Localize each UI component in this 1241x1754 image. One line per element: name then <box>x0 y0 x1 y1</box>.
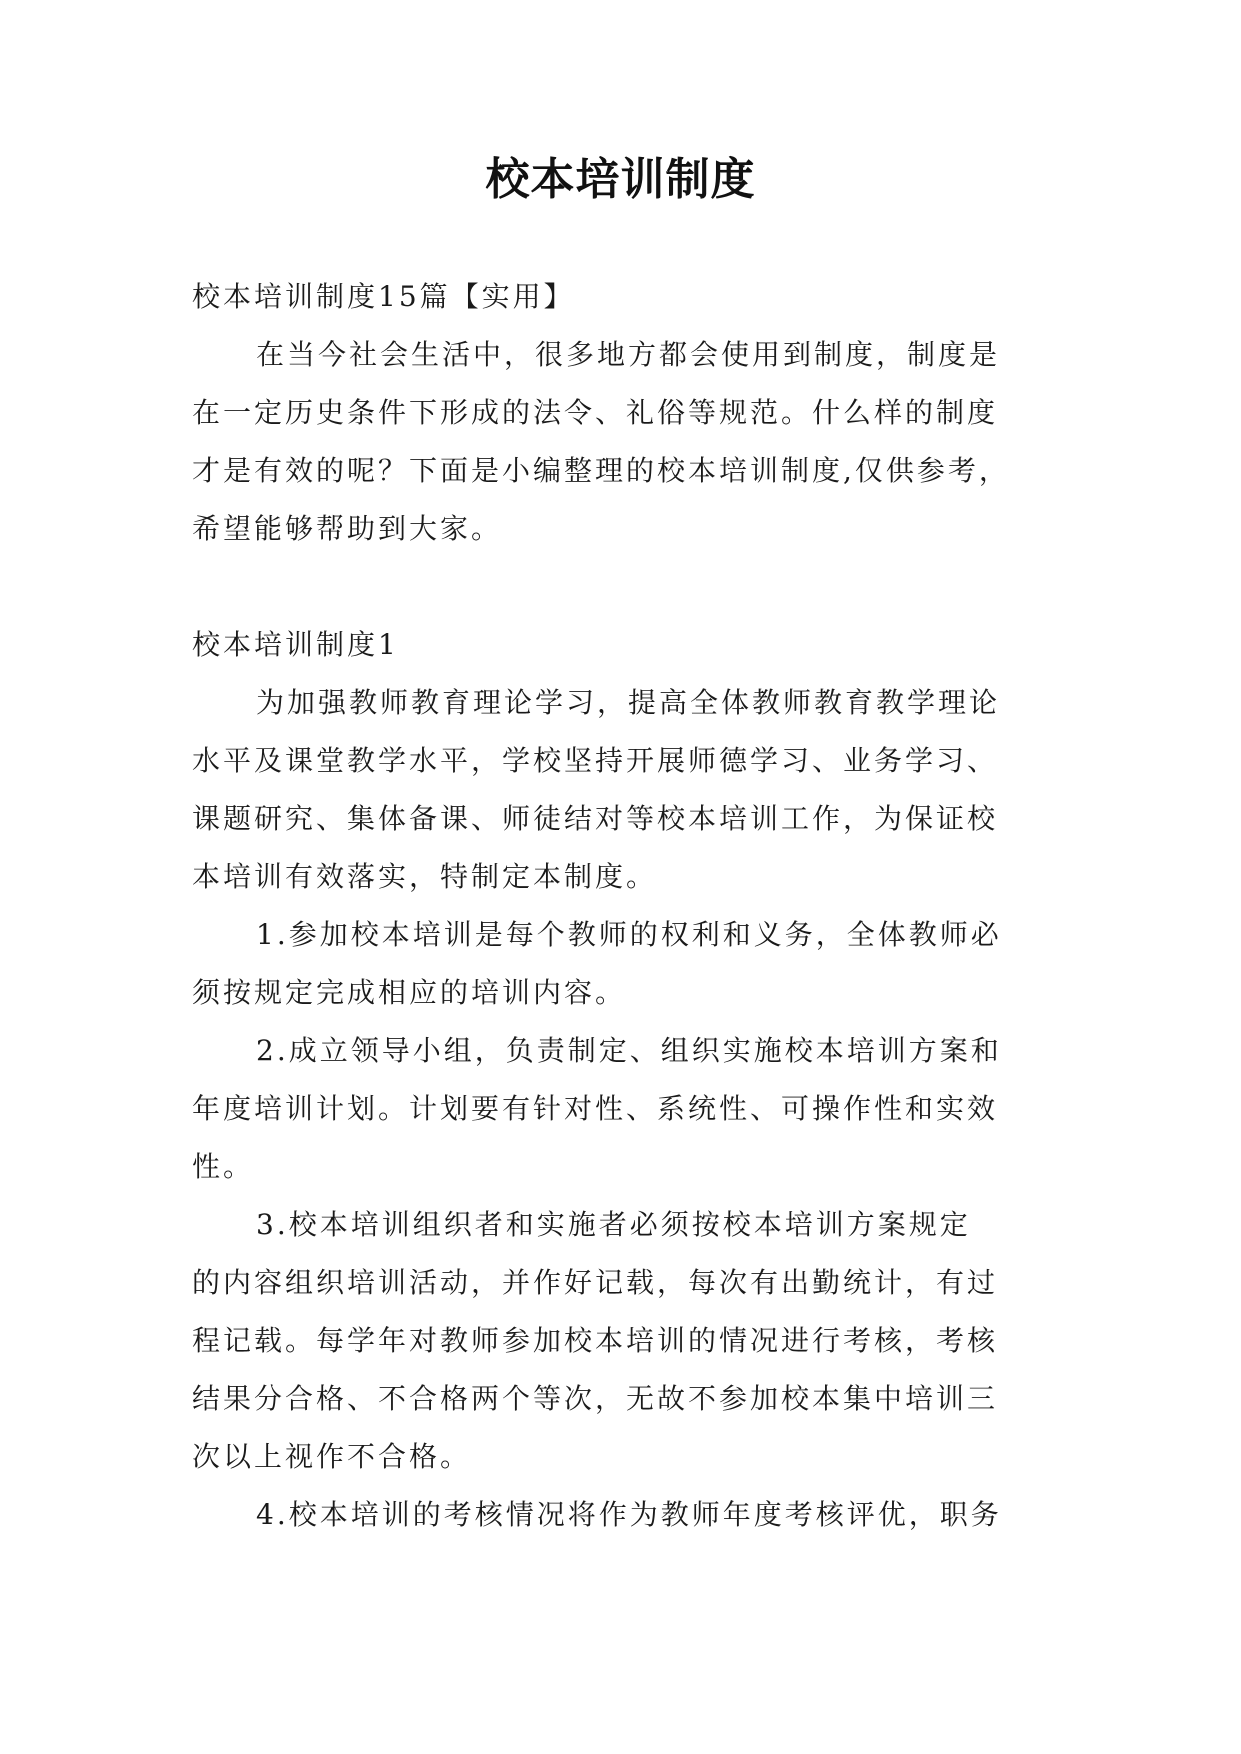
intro-line: 希望能够帮助到大家。 <box>192 512 503 545</box>
list-item-line: 3.校本培训组织者和实施者必须按校本培训方案规定 <box>256 1208 971 1241</box>
list-item-line: 4.校本培训的考核情况将作为教师年度考核评优，职务 <box>256 1498 1002 1531</box>
list-item-line: 的内容组织培训活动，并作好记载，每次有出勤统计，有过 <box>192 1266 999 1299</box>
document-body <box>192 268 1052 1544</box>
intro-line: 才是有效的呢？下面是小编整理的校本培训制度,仅供参考， <box>192 454 1010 487</box>
document-subtitle: 校本培训制度15篇【实用】 <box>192 280 575 313</box>
intro-line: 在一定历史条件下形成的法令、礼俗等规范。什么样的制度 <box>192 396 999 429</box>
paragraph-line: 课题研究、集体备课、师徒结对等校本培训工作，为保证校 <box>192 802 999 835</box>
intro-line: 在当今社会生活中，很多地方都会使用到制度，制度是 <box>256 338 1001 371</box>
list-item-line: 年度培训计划。计划要有针对性、系统性、可操作性和实效 <box>192 1092 999 1125</box>
list-item-line: 须按规定完成相应的培训内容。 <box>192 976 627 1009</box>
section-heading: 校本培训制度1 <box>192 628 399 661</box>
document-title: 校本培训制度 <box>485 154 756 205</box>
paragraph-line: 水平及课堂教学水平，学校坚持开展师德学习、业务学习、 <box>192 744 999 777</box>
list-item-line: 程记载。每学年对教师参加校本培训的情况进行考核，考核 <box>192 1324 999 1357</box>
paragraph-line: 本培训有效落实，特制定本制度。 <box>192 860 658 893</box>
paragraph-gap <box>192 558 1052 616</box>
list-item-line: 2.成立领导小组，负责制定、组织实施校本培训方案和 <box>256 1034 1002 1067</box>
list-item-line: 结果分合格、不合格两个等次，无故不参加校本集中培训三 <box>192 1382 999 1415</box>
paragraph-line: 为加强教师教育理论学习，提高全体教师教育教学理论 <box>256 686 1001 719</box>
list-item-line: 1.参加校本培训是每个教师的权利和义务，全体教师必 <box>256 918 1002 951</box>
list-item-line: 性。 <box>192 1150 255 1183</box>
list-item-line: 次以上视作不合格。 <box>192 1440 472 1473</box>
